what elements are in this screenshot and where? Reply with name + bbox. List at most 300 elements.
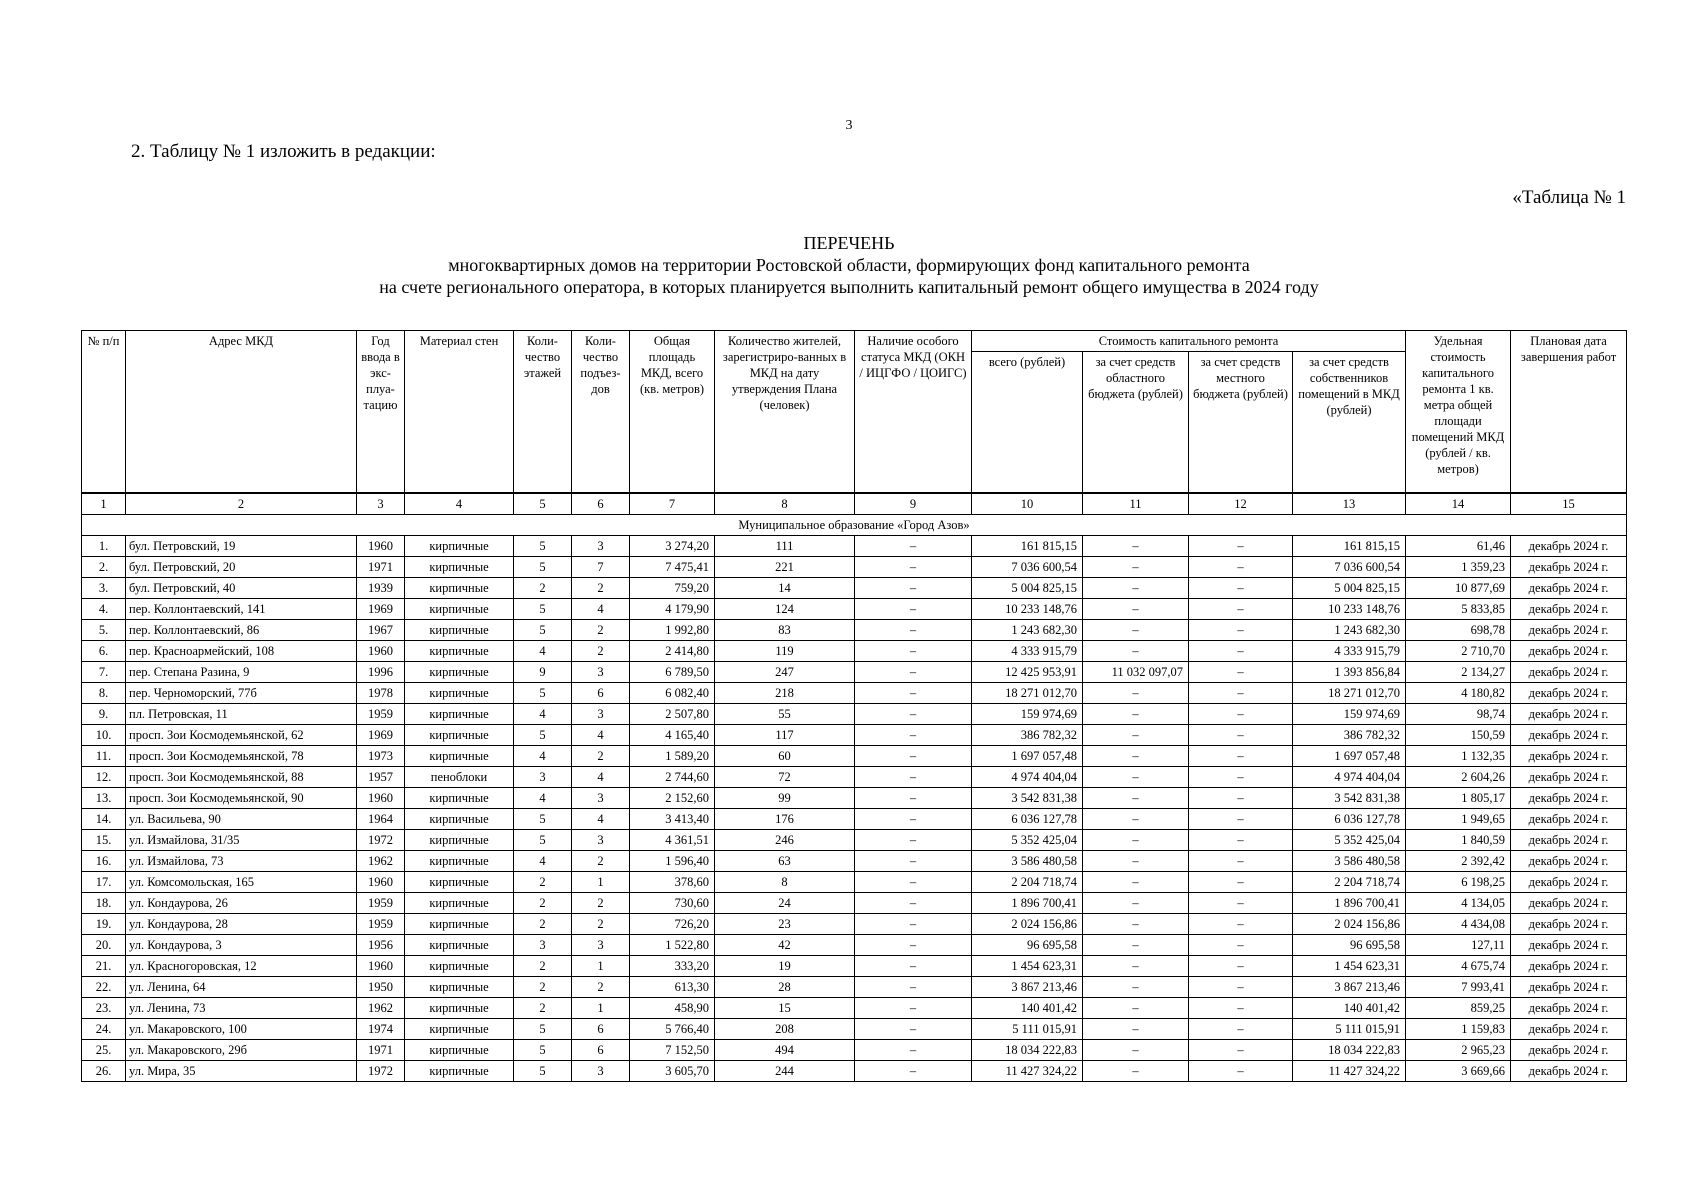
cell-cost-local: – [1189,998,1293,1019]
cell-floors: 4 [514,704,572,725]
cell-row-no: 24. [82,1019,126,1040]
cell-floors: 5 [514,620,572,641]
cell-cost-owners: 7 036 600,54 [1293,557,1406,578]
cell-cost-regional: – [1083,872,1189,893]
cell-area: 726,20 [630,914,715,935]
column-number: 11 [1083,493,1189,515]
cell-row-no: 21. [82,956,126,977]
table-row [82,704,1627,725]
cell-area: 759,20 [630,578,715,599]
cell-unit-cost: 2 710,70 [1406,641,1511,662]
cell-status: – [855,1040,972,1061]
cell-row-no: 2. [82,557,126,578]
cell-floors: 2 [514,956,572,977]
header-status: Наличие особого статуса МКД (ОКН / ИЦГФО / ЦОИГС) [855,331,972,494]
cell-status: – [855,557,972,578]
cell-address: ул. Мира, 35 [126,1061,357,1082]
cell-floors: 5 [514,1040,572,1061]
cell-year: 1962 [357,998,405,1019]
cell-address: пер. Черноморский, 77б [126,683,357,704]
cell-unit-cost: 2 965,23 [1406,1040,1511,1061]
cell-cost-local: – [1189,851,1293,872]
cell-cost-owners: 5 352 425,04 [1293,830,1406,851]
cell-cost-regional: – [1083,557,1189,578]
cell-cost-owners: 4 974 404,04 [1293,767,1406,788]
cell-cost-total: 1 454 623,31 [972,956,1083,977]
cell-residents: 111 [715,536,855,557]
cell-row-no: 7. [82,662,126,683]
cell-area: 2 744,60 [630,767,715,788]
title-line-2: многоквартирных домов на территории Ростовской области, формирующих фонд капитального ремонта [448,255,1250,275]
cell-status: – [855,662,972,683]
cell-unit-cost: 2 392,42 [1406,851,1511,872]
cell-floors: 5 [514,1061,572,1082]
cell-residents: 28 [715,977,855,998]
table-row [82,893,1627,914]
cell-entrances: 2 [572,893,630,914]
cell-cost-regional: – [1083,956,1189,977]
cell-address: просп. Зои Космодемьянской, 90 [126,788,357,809]
cell-cost-local: – [1189,1019,1293,1040]
cell-floors: 5 [514,830,572,851]
column-number: 12 [1189,493,1293,515]
cell-residents: 42 [715,935,855,956]
cell-unit-cost: 4 434,08 [1406,914,1511,935]
cell-cost-regional: – [1083,914,1189,935]
cell-address: пер. Коллонтаевский, 86 [126,620,357,641]
cell-address: пер. Коллонтаевский, 141 [126,599,357,620]
cell-cost-local: – [1189,641,1293,662]
cell-cost-owners: 140 401,42 [1293,998,1406,1019]
cell-unit-cost: 1 359,23 [1406,557,1511,578]
cell-year: 1957 [357,767,405,788]
cell-cost-total: 18 271 012,70 [972,683,1083,704]
cell-cost-local: – [1189,683,1293,704]
cell-cost-owners: 11 427 324,22 [1293,1061,1406,1082]
cell-cost-regional: – [1083,809,1189,830]
cell-deadline: декабрь 2024 г. [1511,704,1627,725]
cell-row-no: 3. [82,578,126,599]
cell-residents: 55 [715,704,855,725]
cell-floors: 5 [514,725,572,746]
table-row [82,641,1627,662]
cell-year: 1962 [357,851,405,872]
cell-entrances: 2 [572,977,630,998]
cell-year: 1964 [357,809,405,830]
cell-cost-total: 11 427 324,22 [972,1061,1083,1082]
cell-deadline: декабрь 2024 г. [1511,1040,1627,1061]
cell-row-no: 13. [82,788,126,809]
cell-cost-total: 3 586 480,58 [972,851,1083,872]
cell-floors: 2 [514,914,572,935]
table-row [82,620,1627,641]
cell-address: ул. Комсомольская, 165 [126,872,357,893]
cell-address: ул. Ленина, 64 [126,977,357,998]
cell-residents: 63 [715,851,855,872]
cell-status: – [855,683,972,704]
header-cost-group: Стоимость капитального ремонта [972,331,1406,352]
header-entrances: Коли-чество подъез-дов [572,331,630,494]
cell-entrances: 2 [572,641,630,662]
cell-status: – [855,641,972,662]
cell-unit-cost: 5 833,85 [1406,599,1511,620]
table-row [82,578,1627,599]
cell-address: ул. Кондаурова, 3 [126,935,357,956]
cell-entrances: 7 [572,557,630,578]
cell-year: 1967 [357,620,405,641]
cell-cost-total: 10 233 148,76 [972,599,1083,620]
cell-deadline: декабрь 2024 г. [1511,683,1627,704]
cell-deadline: декабрь 2024 г. [1511,872,1627,893]
cell-unit-cost: 1 159,83 [1406,1019,1511,1040]
cell-cost-local: – [1189,956,1293,977]
cell-status: – [855,977,972,998]
cell-cost-regional: – [1083,788,1189,809]
cell-residents: 208 [715,1019,855,1040]
cell-deadline: декабрь 2024 г. [1511,914,1627,935]
cell-cost-owners: 3 542 831,38 [1293,788,1406,809]
cell-row-no: 1. [82,536,126,557]
cell-address: бул. Петровский, 19 [126,536,357,557]
header-year: Год ввода в экс-плуа-тацию [357,331,405,494]
cell-cost-regional: – [1083,725,1189,746]
cell-entrances: 4 [572,767,630,788]
table-row [82,599,1627,620]
cell-floors: 2 [514,977,572,998]
cell-cost-local: – [1189,830,1293,851]
column-number: 7 [630,493,715,515]
cell-residents: 221 [715,557,855,578]
cell-floors: 4 [514,788,572,809]
cell-cost-regional: – [1083,935,1189,956]
cell-cost-owners: 5 004 825,15 [1293,578,1406,599]
cell-area: 1 522,80 [630,935,715,956]
table-header-row [82,331,1627,352]
cell-row-no: 18. [82,893,126,914]
cell-unit-cost: 4 675,74 [1406,956,1511,977]
cell-address: пл. Петровская, 11 [126,704,357,725]
cell-address: просп. Зои Космодемьянской, 62 [126,725,357,746]
section-title: Муниципальное образование «Город Азов» [82,515,1627,536]
cell-residents: 176 [715,809,855,830]
cell-cost-local: – [1189,788,1293,809]
cell-year: 1950 [357,977,405,998]
cell-area: 4 165,40 [630,725,715,746]
cell-status: – [855,788,972,809]
cell-row-no: 6. [82,641,126,662]
cell-cost-local: – [1189,809,1293,830]
cell-cost-regional: – [1083,851,1189,872]
cell-deadline: декабрь 2024 г. [1511,851,1627,872]
cell-unit-cost: 1 949,65 [1406,809,1511,830]
cell-cost-total: 3 867 213,46 [972,977,1083,998]
cell-deadline: декабрь 2024 г. [1511,767,1627,788]
title-line-3: на счете регионального оператора, в которых планируется выполнить капитальный ремонт общего имущества в 2024 году [379,277,1319,297]
cell-year: 1939 [357,578,405,599]
cell-status: – [855,830,972,851]
cell-row-no: 20. [82,935,126,956]
cell-deadline: декабрь 2024 г. [1511,893,1627,914]
cell-floors: 5 [514,683,572,704]
cell-entrances: 6 [572,1019,630,1040]
cell-cost-owners: 5 111 015,91 [1293,1019,1406,1040]
cell-cost-owners: 159 974,69 [1293,704,1406,725]
cell-deadline: декабрь 2024 г. [1511,620,1627,641]
cell-cost-local: – [1189,725,1293,746]
cell-cost-regional: – [1083,704,1189,725]
cell-area: 613,30 [630,977,715,998]
cell-year: 1996 [357,662,405,683]
column-number: 15 [1511,493,1627,515]
table-row [82,683,1627,704]
cell-floors: 5 [514,557,572,578]
cell-cost-regional: – [1083,1019,1189,1040]
cell-floors: 5 [514,536,572,557]
cell-row-no: 12. [82,767,126,788]
cell-cost-total: 386 782,32 [972,725,1083,746]
cell-cost-local: – [1189,872,1293,893]
table-label: «Таблица № 1 [1512,187,1626,208]
header-unit-cost: Удельная стоимость капитального ремонта 1 кв. метра общей площади помещений МКД (рублей / кв. метров) [1406,331,1511,494]
cell-deadline: декабрь 2024 г. [1511,557,1627,578]
cell-deadline: декабрь 2024 г. [1511,746,1627,767]
cell-material: кирпичные [405,578,514,599]
cell-residents: 23 [715,914,855,935]
cell-status: – [855,956,972,977]
cell-area: 3 413,40 [630,809,715,830]
cell-address: пер. Красноармейский, 108 [126,641,357,662]
cell-entrances: 3 [572,662,630,683]
cell-residents: 117 [715,725,855,746]
cell-cost-local: – [1189,578,1293,599]
cell-cost-total: 12 425 953,91 [972,662,1083,683]
cell-cost-owners: 1 393 856,84 [1293,662,1406,683]
cell-unit-cost: 698,78 [1406,620,1511,641]
cell-residents: 218 [715,683,855,704]
cell-entrances: 4 [572,599,630,620]
cell-cost-regional: – [1083,767,1189,788]
cell-residents: 246 [715,830,855,851]
cell-unit-cost: 6 198,25 [1406,872,1511,893]
cell-cost-regional: – [1083,620,1189,641]
cell-row-no: 9. [82,704,126,725]
buildings-table [81,330,1627,1082]
cell-area: 4 361,51 [630,830,715,851]
cell-area: 6 082,40 [630,683,715,704]
table-row [82,662,1627,683]
cell-unit-cost: 2 604,26 [1406,767,1511,788]
cell-status: – [855,578,972,599]
cell-cost-regional: – [1083,1061,1189,1082]
table-row [82,935,1627,956]
cell-material: кирпичные [405,599,514,620]
cell-cost-total: 5 004 825,15 [972,578,1083,599]
cell-entrances: 1 [572,956,630,977]
column-number: 9 [855,493,972,515]
header-material: Материал стен [405,331,514,494]
cell-floors: 2 [514,893,572,914]
cell-address: ул. Измайлова, 73 [126,851,357,872]
cell-cost-owners: 10 233 148,76 [1293,599,1406,620]
cell-material: кирпичные [405,851,514,872]
cell-unit-cost: 859,25 [1406,998,1511,1019]
cell-entrances: 1 [572,998,630,1019]
cell-address: ул. Макаровского, 29б [126,1040,357,1061]
cell-residents: 15 [715,998,855,1019]
cell-residents: 244 [715,1061,855,1082]
cell-year: 1959 [357,704,405,725]
cell-address: ул. Красногоровская, 12 [126,956,357,977]
cell-cost-local: – [1189,1040,1293,1061]
cell-year: 1973 [357,746,405,767]
cell-deadline: декабрь 2024 г. [1511,641,1627,662]
cell-floors: 4 [514,641,572,662]
cell-year: 1959 [357,914,405,935]
table-row [82,914,1627,935]
column-number: 6 [572,493,630,515]
cell-entrances: 2 [572,914,630,935]
cell-floors: 4 [514,746,572,767]
cell-cost-owners: 1 697 057,48 [1293,746,1406,767]
cell-unit-cost: 4 180,82 [1406,683,1511,704]
cell-residents: 247 [715,662,855,683]
cell-cost-owners: 18 271 012,70 [1293,683,1406,704]
cell-entrances: 1 [572,872,630,893]
column-number-row [82,493,1627,515]
cell-cost-total: 3 542 831,38 [972,788,1083,809]
table-row [82,1061,1627,1082]
cell-residents: 494 [715,1040,855,1061]
cell-floors: 3 [514,767,572,788]
header-deadline: Плановая дата завершения работ [1511,331,1627,494]
cell-year: 1971 [357,557,405,578]
table-row [82,725,1627,746]
cell-cost-total: 18 034 222,83 [972,1040,1083,1061]
instruction-text: 2. Таблицу № 1 изложить в редакции: [131,141,436,162]
cell-status: – [855,935,972,956]
cell-cost-owners: 6 036 127,78 [1293,809,1406,830]
cell-material: кирпичные [405,872,514,893]
cell-row-no: 22. [82,977,126,998]
column-number: 10 [972,493,1083,515]
cell-status: – [855,1061,972,1082]
cell-row-no: 25. [82,1040,126,1061]
cell-cost-total: 2 204 718,74 [972,872,1083,893]
page-number: 3 [845,118,853,133]
table-row [82,746,1627,767]
cell-address: просп. Зои Космодемьянской, 88 [126,767,357,788]
cell-cost-total: 161 815,15 [972,536,1083,557]
cell-cost-regional: – [1083,746,1189,767]
cell-address: бул. Петровский, 20 [126,557,357,578]
cell-row-no: 14. [82,809,126,830]
cell-deadline: декабрь 2024 г. [1511,809,1627,830]
cell-row-no: 15. [82,830,126,851]
cell-status: – [855,914,972,935]
cell-cost-owners: 161 815,15 [1293,536,1406,557]
cell-deadline: декабрь 2024 г. [1511,1019,1627,1040]
cell-year: 1978 [357,683,405,704]
cell-area: 6 789,50 [630,662,715,683]
cell-unit-cost: 3 669,66 [1406,1061,1511,1082]
cell-address: ул. Измайлова, 31/35 [126,830,357,851]
cell-area: 1 596,40 [630,851,715,872]
cell-cost-local: – [1189,536,1293,557]
cell-status: – [855,851,972,872]
table-row [82,767,1627,788]
cell-address: ул. Васильева, 90 [126,809,357,830]
cell-unit-cost: 98,74 [1406,704,1511,725]
cell-area: 458,90 [630,998,715,1019]
cell-unit-cost: 1 840,59 [1406,830,1511,851]
cell-material: кирпичные [405,1061,514,1082]
cell-residents: 124 [715,599,855,620]
cell-deadline: декабрь 2024 г. [1511,725,1627,746]
cell-year: 1960 [357,788,405,809]
cell-area: 4 179,90 [630,599,715,620]
cell-address: бул. Петровский, 40 [126,578,357,599]
table-row [82,788,1627,809]
cell-unit-cost: 150,59 [1406,725,1511,746]
cell-material: кирпичные [405,830,514,851]
cell-cost-owners: 386 782,32 [1293,725,1406,746]
cell-row-no: 26. [82,1061,126,1082]
cell-cost-total: 2 024 156,86 [972,914,1083,935]
cell-year: 1960 [357,536,405,557]
cell-year: 1969 [357,599,405,620]
cell-entrances: 2 [572,851,630,872]
cell-entrances: 3 [572,830,630,851]
cell-status: – [855,725,972,746]
cell-cost-local: – [1189,557,1293,578]
cell-cost-local: – [1189,914,1293,935]
cell-entrances: 3 [572,704,630,725]
header-cost-owners: за счет средств собственников помещений в МКД (рублей) [1293,352,1406,494]
cell-material: кирпичные [405,704,514,725]
cell-address: пер. Степана Разина, 9 [126,662,357,683]
column-number: 13 [1293,493,1406,515]
table-row [82,872,1627,893]
cell-address: ул. Макаровского, 100 [126,1019,357,1040]
cell-material: кирпичные [405,1040,514,1061]
cell-area: 5 766,40 [630,1019,715,1040]
cell-cost-total: 4 333 915,79 [972,641,1083,662]
cell-cost-total: 1 896 700,41 [972,893,1083,914]
cell-material: кирпичные [405,746,514,767]
cell-unit-cost: 1 132,35 [1406,746,1511,767]
cell-area: 3 605,70 [630,1061,715,1082]
cell-cost-local: – [1189,893,1293,914]
cell-year: 1956 [357,935,405,956]
cell-cost-total: 6 036 127,78 [972,809,1083,830]
cell-row-no: 23. [82,998,126,1019]
cell-residents: 8 [715,872,855,893]
cell-entrances: 3 [572,935,630,956]
cell-row-no: 17. [82,872,126,893]
table-row [82,977,1627,998]
cell-deadline: декабрь 2024 г. [1511,788,1627,809]
cell-status: – [855,872,972,893]
document-title [0,232,1698,298]
cell-deadline: декабрь 2024 г. [1511,935,1627,956]
cell-cost-local: – [1189,599,1293,620]
cell-cost-local: – [1189,1061,1293,1082]
cell-material: кирпичные [405,1019,514,1040]
cell-area: 2 152,60 [630,788,715,809]
table-row [82,956,1627,977]
cell-residents: 24 [715,893,855,914]
cell-cost-total: 5 111 015,91 [972,1019,1083,1040]
